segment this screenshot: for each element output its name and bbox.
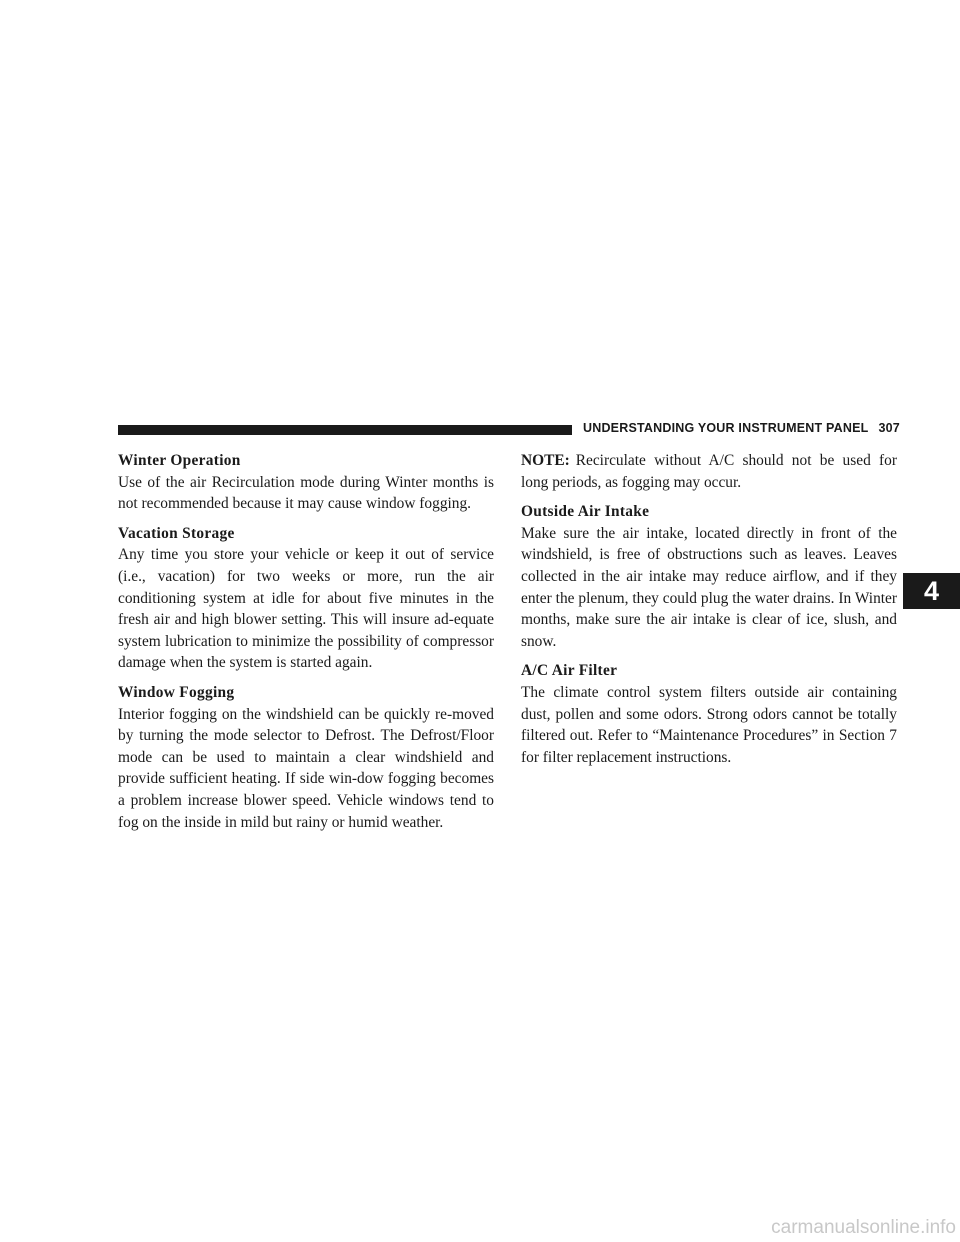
section-window-fogging xyxy=(118,682,494,833)
section-body: The climate control system filters outside air containing dust, pollen and some odors. Strong odors cannot be totally filtered out. Refer to “Maintenance Procedures” in Section 7 for filter replacement instructions. xyxy=(521,683,897,766)
note-text: Recirculate without A/C should not be used for long periods, as fogging may occur. xyxy=(521,452,897,491)
section-heading: Outside Air Intake xyxy=(521,503,650,521)
note-label: NOTE: xyxy=(521,452,570,469)
section-heading: Vacation Storage xyxy=(118,524,235,542)
note-block xyxy=(521,450,897,493)
running-header xyxy=(583,421,900,435)
section-ac-air-filter xyxy=(521,660,897,768)
section-body: Make sure the air intake, located directly in front of the windshield, is free of obstructions such as leaves. Leaves collected in the air intake may reduce airflow, and if they enter the plenum, they could plug the water drains. In Winter months, make sure the air intake is clear of ice, slush, and snow. xyxy=(521,524,897,650)
section-vacation-storage xyxy=(118,523,494,674)
header-title: UNDERSTANDING YOUR INSTRUMENT PANEL xyxy=(583,421,869,435)
right-column xyxy=(521,450,897,776)
left-column xyxy=(118,450,494,841)
watermark: carmanualsonline.info xyxy=(771,1217,956,1238)
header-rule xyxy=(118,425,572,435)
section-body: Interior fogging on the windshield can be quickly re-moved by turning the mode selector to Defrost. The Defrost/Floor mode can be used to maintain a clear windshield and provide sufficient heating. If side win-dow fogging becomes a problem increase blower speed. Vehicle windows tend to fog on the inside in mild but rainy or humid weather. xyxy=(118,705,494,831)
section-outside-air-intake xyxy=(521,501,897,652)
section-body: Any time you store your vehicle or keep it out of service (i.e., vacation) for two weeks or more, run the air conditioning system at idle for about five minutes in the fresh air and high blower setting. This will insure ad-equate system lubrication to minimize the possibility of compressor damage when the system is started again. xyxy=(118,546,494,672)
page-number: 307 xyxy=(878,421,900,435)
section-body: Use of the air Recirculation mode during Winter months is not recommended because it may cause window fogging. xyxy=(118,473,494,513)
chapter-tab: 4 xyxy=(903,573,960,609)
section-heading: A/C Air Filter xyxy=(521,662,618,680)
section-heading: Winter Operation xyxy=(118,452,241,469)
section-heading: Window Fogging xyxy=(118,683,235,701)
section-winter-operation xyxy=(118,450,494,515)
